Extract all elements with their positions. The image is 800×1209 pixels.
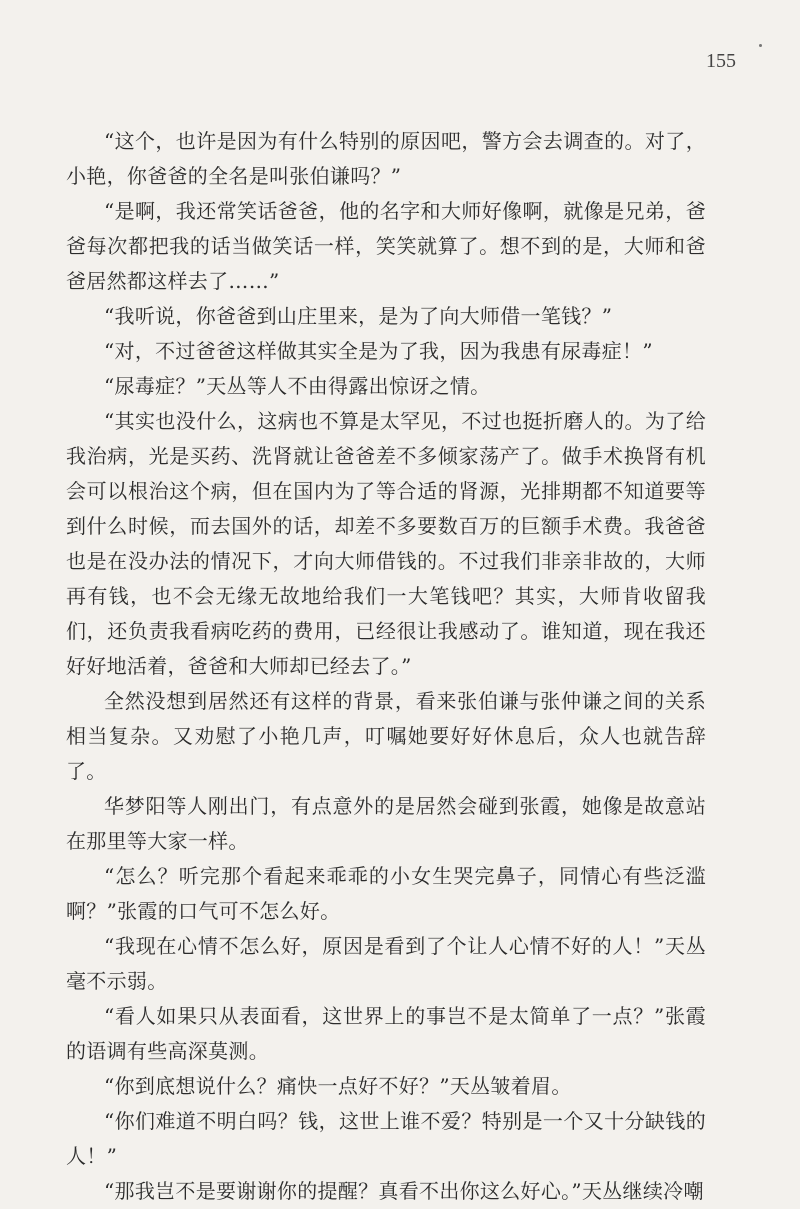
- paragraph: “其实也没什么，这病也不算是太罕见，不过也挺折磨人的。为了给我治病，光是买药、洗肾就让爸爸差不多倾家荡产了。做手术换肾有机会可以根治这个病，但在国内为了等合适的肾源，光排期都不知道要等到什么时候，而去国外的话，却差不多要数百万的巨额手术费。我爸爸也是在没办法的情况下，才向大师借钱的。不过我们非亲非故的，大师再有钱，也不会无缘无故地给我们一大笔钱吧？其实，大师肯收留我们，还负责我看病吃药的费用，已经很让我感动了。谁知道，现在我还好好地活着，爸爸和大师却已经去了。”: [66, 409, 706, 678]
- paragraph: “你们难道不明白吗？钱，这世上谁不爱？特别是一个又十分缺钱的人！”: [66, 1109, 706, 1168]
- paragraph: “我现在心情不怎么好，原因是看到了个让人心情不好的人！”天丛毫不示弱。: [66, 934, 706, 993]
- page-number: 155: [706, 50, 736, 72]
- paragraph: “看人如果只从表面看，这世界上的事岂不是太简单了一点？”张霞的语调有些高深莫测。: [66, 1004, 706, 1063]
- paragraph: “我听说，你爸爸到山庄里来，是为了向大师借一笔钱？”: [104, 304, 613, 328]
- paragraph: “是啊，我还常笑话爸爸，他的名字和大师好像啊，就像是兄弟，爸爸每次都把我的话当做笑话一样，笑笑就算了。想不到的是，大师和爸爸居然都这样去了……”: [66, 199, 706, 293]
- paragraph: “对，不过爸爸这样做其实全是为了我，因为我患有尿毒症！”: [104, 339, 653, 363]
- paragraph: 全然没想到居然还有这样的背景，看来张伯谦与张仲谦之间的关系相当复杂。又劝慰了小艳几声，叮嘱她要好好休息后，众人也就告辞了。: [66, 689, 706, 783]
- paragraph: “那我岂不是要谢谢你的提醒？真看不出你这么好心。”天丛继续冷嘲: [104, 1179, 704, 1203]
- paragraph: “怎么？听完那个看起来乖乖的小女生哭完鼻子，同情心有些泛滥啊？”张霞的口气可不怎么好。: [66, 864, 706, 923]
- paragraph: “这个，也许是因为有什么特别的原因吧，警方会去调查的。对了，小艳，你爸爸的全名是叫张伯谦吗？”: [66, 129, 706, 188]
- paragraph: “尿毒症？”天丛等人不由得露出惊讶之情。: [104, 374, 491, 398]
- scan-speck: [759, 44, 762, 47]
- paragraph: “你到底想说什么？痛快一点好不好？”天丛皱着眉。: [104, 1074, 572, 1098]
- text-body: [66, 124, 706, 1209]
- paragraph: 华梦阳等人刚出门，有点意外的是居然会碰到张霞，她像是故意站在那里等大家一样。: [66, 794, 706, 853]
